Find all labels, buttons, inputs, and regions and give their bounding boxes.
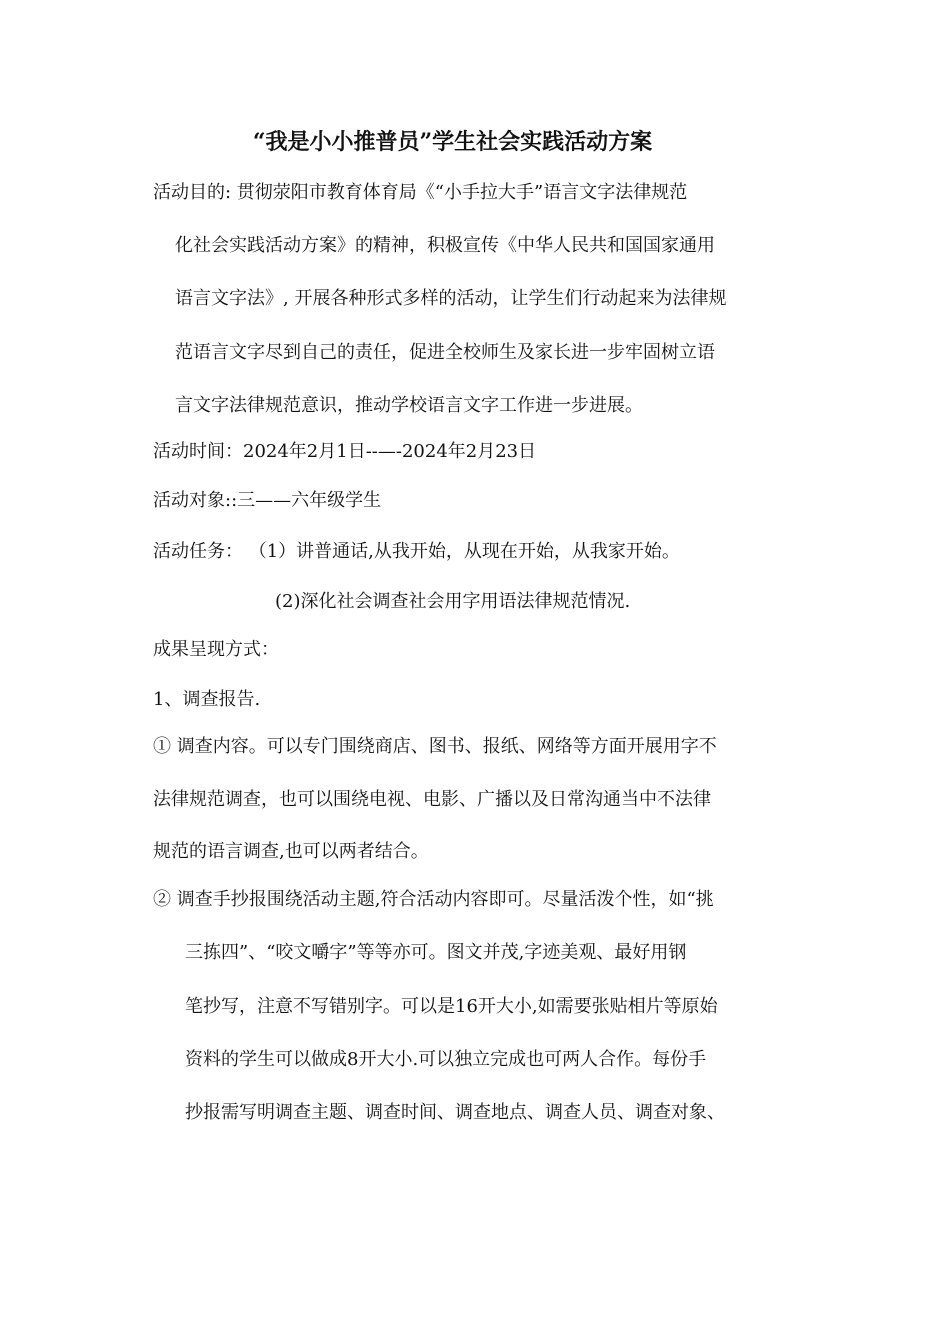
purpose-line-2: 化社会实践活动方案》的精神，积极宣传《中华人民共和国国家通用 xyxy=(175,235,715,256)
activity-task-1: 活动任务： （1）讲普通话,从我开始，从现在开始，从我家开始。 xyxy=(153,541,680,562)
purpose-line-5: 言文字法律规范意识，推动学校语言文字工作进一步进展。 xyxy=(175,395,643,416)
results-heading: 成果呈现方式： xyxy=(153,639,279,660)
point2-line-2: 三拣四”、“咬文嚼字”等等亦可。图文并茂,字迹美观、最好用钢 xyxy=(185,942,687,963)
document-title: “我是小小推普员”学生社会实践活动方案 xyxy=(252,129,653,155)
point2-line-4: 资料的学生可以做成8开大小.可以独立完成也可两人合作。每份手 xyxy=(185,1049,707,1070)
activity-target: 活动对象::三——六年级学生 xyxy=(153,490,382,511)
activity-time: 活动时间：2024年2月1日--—-2024年2月23日 xyxy=(153,441,537,462)
point1-line-3: 规范的语言调查,也可以两者结合。 xyxy=(153,841,429,862)
activity-task-2: (2)深化社会调查社会用字用语法律规范情况. xyxy=(275,591,631,612)
purpose-line-1: 活动目的: 贯彻荥阳市教育体育局《“小手拉大手”语言文字法律规范 xyxy=(153,182,688,203)
item1-heading: 1、调查报告. xyxy=(153,689,261,710)
point2-line-3: 笔抄写，注意不写错别字。可以是16开大小,如需要张贴相片等原始 xyxy=(185,996,718,1017)
purpose-line-4: 范语言文字尽到自己的责任，促进全校师生及家长进一步牢固树立语 xyxy=(175,342,715,363)
point2-line-5: 抄报需写明调查主题、调查时间、调查地点、调查人员、调查对象、 xyxy=(185,1102,725,1123)
point1-line-1: ① 调查内容。可以专门围绕商店、图书、报纸、网络等方面开展用字不 xyxy=(153,736,717,757)
purpose-line-3: 语言文字法》, 开展各种形式多样的活动，让学生们行动起来为法律规 xyxy=(175,288,727,309)
point1-line-2: 法律规范调查，也可以围绕电视、电影、广播以及日常沟通当中不法律 xyxy=(153,789,711,810)
point2-line-1: ② 调查手抄报围绕活动主题,符合活动内容即可。尽量活泼个性，如“挑 xyxy=(153,889,714,910)
